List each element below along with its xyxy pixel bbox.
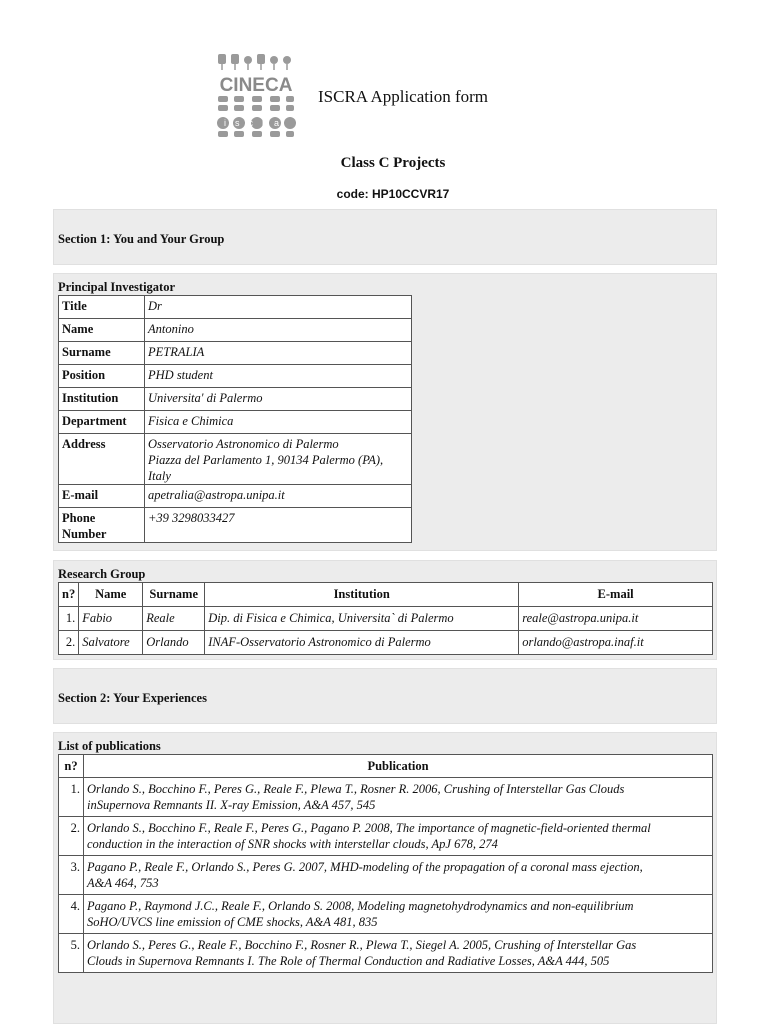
pi-value xyxy=(145,434,412,485)
table-row xyxy=(59,817,713,856)
publication-number: 2. xyxy=(59,817,84,856)
pi-label: Phone Number xyxy=(59,508,145,543)
publication-line: Clouds in Supernova Remnants I. The Role of Thermal Conduction and Radiative Losses, A&A 444, 505 xyxy=(87,954,610,968)
col-n-header: n? xyxy=(59,755,84,778)
table-row xyxy=(59,934,713,973)
cineca-logo xyxy=(214,52,298,138)
member-surname: Orlando xyxy=(143,631,205,655)
publication-line: conduction in the interaction of SNR shocks with interstellar clouds, ApJ 678, 274 xyxy=(87,837,498,851)
table-row xyxy=(59,895,713,934)
col-institution-header: Institution xyxy=(205,583,519,607)
pi-row xyxy=(59,365,412,388)
pi-value-line: Italy xyxy=(148,469,171,483)
section2-panel xyxy=(53,668,717,724)
pi-label: Department xyxy=(59,411,145,434)
pi-label: E-mail xyxy=(59,485,145,508)
publication-text xyxy=(84,856,713,895)
member-email: reale@astropa.unipa.it xyxy=(519,607,713,631)
member-name: Salvatore xyxy=(79,631,143,655)
publication-text xyxy=(84,778,713,817)
member-number: 1. xyxy=(59,607,79,631)
pi-row xyxy=(59,411,412,434)
pi-value: Dr xyxy=(145,296,412,319)
member-institution: INAF-Osservatorio Astronomico di Palermo xyxy=(205,631,519,655)
pi-value: apetralia@astropa.unipa.it xyxy=(145,485,412,508)
research-group-panel xyxy=(53,560,717,660)
publication-line: A&A 464, 753 xyxy=(87,876,159,890)
pi-row xyxy=(59,434,412,485)
pi-label: Position xyxy=(59,365,145,388)
pi-value: PETRALIA xyxy=(145,342,412,365)
pi-label: Institution xyxy=(59,388,145,411)
publications-panel xyxy=(53,732,717,1024)
table-row xyxy=(59,778,713,817)
logo-subtext: iscra xyxy=(223,118,289,128)
pi-label: Name xyxy=(59,319,145,342)
pi-value-line: Piazza del Parlamento 1, 90134 Palermo (PA), xyxy=(148,453,384,467)
member-number: 2. xyxy=(59,631,79,655)
section1-title: Section 1: You and Your Group xyxy=(58,232,225,246)
pi-value: +39 3298033427 xyxy=(145,508,412,543)
publication-number: 5. xyxy=(59,934,84,973)
table-row xyxy=(59,856,713,895)
form-title: ISCRA Application form xyxy=(318,87,488,106)
member-email: orlando@astropa.inaf.it xyxy=(519,631,713,655)
member-institution: Dip. di Fisica e Chimica, Universita` di Palermo xyxy=(205,607,519,631)
pi-row xyxy=(59,388,412,411)
table-row xyxy=(59,631,713,655)
pi-title: Principal Investigator xyxy=(58,280,176,294)
publication-line: Pagano P., Reale F., Orlando S., Peres G. 2007, MHD-modeling of the propagation of a coronal mass ejection, xyxy=(87,860,643,874)
pi-row xyxy=(59,508,412,543)
member-surname: Reale xyxy=(143,607,205,631)
section1-panel xyxy=(53,209,717,265)
pi-label: Address xyxy=(59,434,145,485)
publication-line: Orlando S., Peres G., Reale F., Bocchino F., Rosner R., Plewa T., Siegel A. 2005, Crushing of Interstellar Gas xyxy=(87,938,637,952)
publication-line: SoHO/UVCS line emission of CME shocks, A&A 481, 835 xyxy=(87,915,378,929)
col-email-header: E-mail xyxy=(519,583,713,607)
pi-table xyxy=(58,295,412,543)
pi-label: Surname xyxy=(59,342,145,365)
publication-line: Orlando S., Bocchino F., Peres G., Reale F., Plewa T., Rosner R. 2006, Crushing of Interstellar Gas Clouds xyxy=(87,782,625,796)
pi-value: Fisica e Chimica xyxy=(145,411,412,434)
publication-text xyxy=(84,934,713,973)
member-name: Fabio xyxy=(79,607,143,631)
publication-text xyxy=(84,895,713,934)
col-name-header: Name xyxy=(79,583,143,607)
publication-text xyxy=(84,817,713,856)
pi-value: Universita' di Palermo xyxy=(145,388,412,411)
publication-line: inSupernova Remnants II. X-ray Emission, A&A 457, 545 xyxy=(87,798,376,812)
col-publication-header: Publication xyxy=(84,755,713,778)
publication-number: 3. xyxy=(59,856,84,895)
col-n-header: n? xyxy=(59,583,79,607)
publications-table xyxy=(58,754,713,973)
col-surname-header: Surname xyxy=(143,583,205,607)
research-group-title: Research Group xyxy=(58,567,146,581)
pi-value-line: Osservatorio Astronomico di Palermo xyxy=(148,437,339,451)
section2-title: Section 2: Your Experiences xyxy=(58,691,207,705)
pi-label: Title xyxy=(59,296,145,319)
pi-panel xyxy=(53,273,717,551)
publications-title: List of publications xyxy=(58,739,161,753)
pi-value: PHD student xyxy=(145,365,412,388)
table-row xyxy=(59,607,713,631)
pi-row xyxy=(59,342,412,365)
page-header xyxy=(0,0,770,210)
research-group-table xyxy=(58,582,713,655)
pi-value: Antonino xyxy=(145,319,412,342)
project-code: code: HP10CCVR17 xyxy=(336,187,450,201)
table-header-row xyxy=(59,583,713,607)
table-header-row xyxy=(59,755,713,778)
pi-row xyxy=(59,485,412,508)
pi-row xyxy=(59,296,412,319)
publication-line: Pagano P., Raymond J.C., Reale F., Orlando S. 2008, Modeling magnetohydrodynamics and non-equilibrium xyxy=(87,899,634,913)
publication-number: 1. xyxy=(59,778,84,817)
publication-line: Orlando S., Bocchino F., Reale F., Peres G., Pagano P. 2008, The importance of magnetic-field-oriented thermal xyxy=(87,821,651,835)
publication-number: 4. xyxy=(59,895,84,934)
pi-row xyxy=(59,319,412,342)
logo-text: CINECA xyxy=(219,75,293,96)
class-title: Class C Projects xyxy=(340,155,446,171)
